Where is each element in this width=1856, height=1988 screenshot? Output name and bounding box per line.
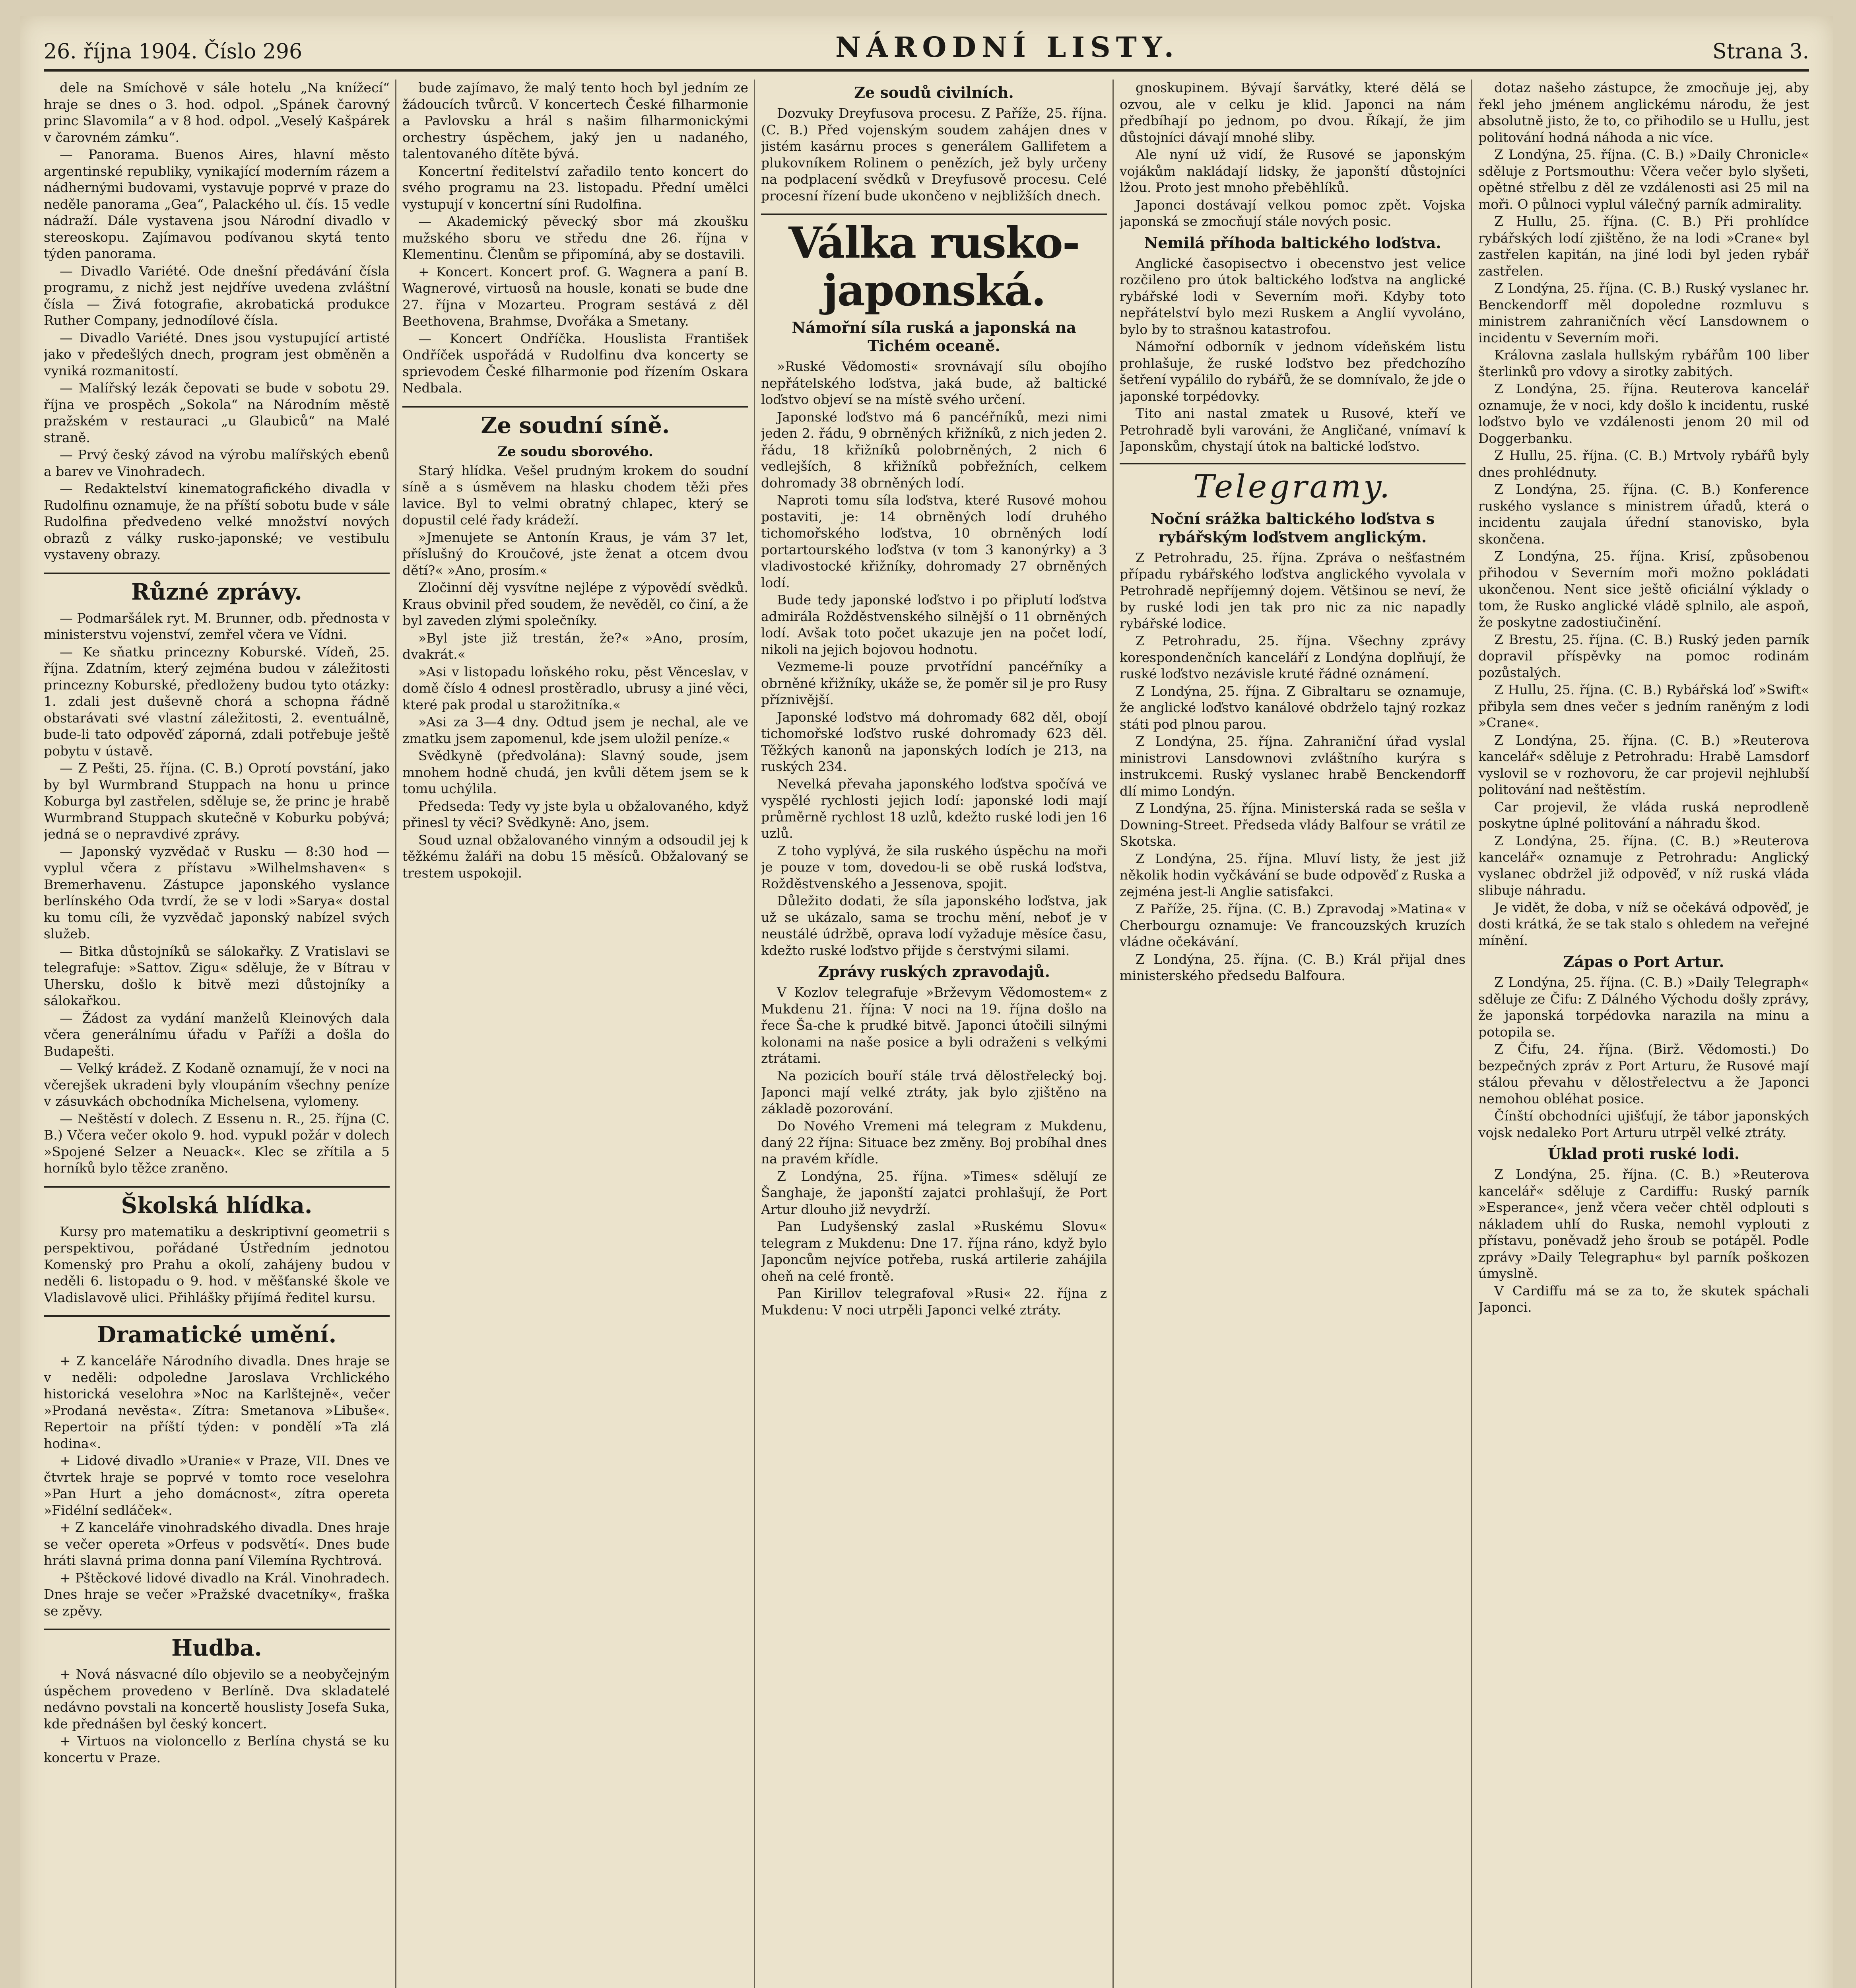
paragraph: — Malířský lezák čepovati se bude v sobotu 29. října ve prospěch „Sokola“ na Národním městě pražském v restauraci „u Glaubiců“ na Malé straně. <box>44 380 390 445</box>
telegram-item: Z Londýna, 25. října. (C. B.) »Daily Chronicle« sděluje z Portsmouthu: Včera večer bylo slyšeti, opětné střelbu z děl ze vzdálenosti asi 25 mil na moři. O půlnoci vyplul válečný parník admirality. <box>1478 147 1809 212</box>
court-paragraph: »Jmenujete se Antonín Kraus, je vám 37 let, příslušný do Kroučové, jste ženat a otcem dvou dětí?« »Ano, prosím.« <box>402 529 748 578</box>
paragraph: Naproti tomu síla loďstva, které Rusové mohou postaviti, je: 14 obrněných lodí druhého tichomořského loďstva, 10 obrněných lodí portartourského loďstva (v tom 3 kanonýrky) a 3 vladivostocké křižníky, dohromady 27 obrněných lodí. <box>761 492 1107 590</box>
telegram-item: Z Petrohradu, 25. října. Zpráva o nešťastném případu rybářského loďstva anglického vyvolala v Petrohradě nepříjemný dojem. Většinou se neví, že by ruské lodi jen tak pro nic za nic napadly rybářské lodice. <box>1120 549 1466 631</box>
news-item: — Bitka důstojníků se sálokařky. Z Vratislavi se telegrafuje: »Sattov. Zigu« sděluje, že v Bítrau v Uhersku, došlo k bitvě mezi důstojníky a sálokařkou. <box>44 943 390 1008</box>
telegram-item: Z Londýna, 25. října. Z Gibraltaru se oznamuje, že anglické loďstvo kanálové obdrželo tajný rozkaz státi pod plnou parou. <box>1120 683 1466 732</box>
telegram-item: Z Londýna, 25. října. Zahraniční úřad vyslal ministrovi Lansdownovi zvláštního kurýra s instrukcemi. Ruský vyslanec hrabě Benckendorff dlí mimo Londýn. <box>1120 734 1466 799</box>
paragraph: V Kozlov telegrafuje »Brževym Vědomostem« z Mukdenu 21. října: V noci na 19. října došlo na řece Ša-che k prudké bitvě. Japonci útočili silnými kolonami na naše posice a byli odraženi s velkými ztrátami. <box>761 984 1107 1066</box>
paragraph: Japonské loďstvo má dohromady 682 děl, obojí tichomořské loďstvo ruské dohromady 623 děl. Těžkých kanonů na japonských lodích je 213, na ruských 234. <box>761 709 1107 774</box>
news-item: — Žádost za vydání manželů Kleinových dala včera generálnímu úřadu v Paříži a došla do Budapešti. <box>44 1010 390 1059</box>
court-paragraph: Svědkyně (předvolána): Slavný soude, jsem mnohem hodně chudá, jen kvůli dětem jsem se k tomu uchýlila. <box>402 748 748 796</box>
paragraph: Námořní odborník v jednom vídeňském listu prohlašuje, že ruské loďstvo bez předchozího šetření vypálilo do rybářů, že se domnívalo, že jde o japonské torpédovky. <box>1120 339 1466 404</box>
telegram-item: dotaz našeho zástupce, že zmocňuje jej, aby řekl jeho jménem anglickému národu, že jest absolutně jisto, že to, co přihodilo se u Hullu, jest politování hodná náhoda a nic více. <box>1478 80 1809 145</box>
subheading-sboru: Ze soudu sborového. <box>497 443 653 460</box>
news-item: + Z kanceláře vinohradského divadla. Dnes hraje se večer opereta »Orfeus v podsvětí«. Dnes bude hráti slavná prima donna paní Vilemína Rychtrová. <box>44 1520 390 1568</box>
news-item: — Z Pešti, 25. října. (C. B.) Oprotí povstání, jako by byl Wurmbrand Stuppach na honu u prince Koburga byl zastřelen, sděluje se, že princ je hrabě Wurmbrand Stuppach skutečně v Koburku pobývá; jedná se o nepravdivé zprávy. <box>44 760 390 842</box>
court-paragraph: »Asi v listopadu loňského roku, pěst Věnceslav, v domě číslo 4 odnesl prostěradlo, ubrusy a jiné věci, které pak prodal u starožitníka.« <box>402 664 748 712</box>
court-paragraph: »Asi za 3—4 dny. Odtud jsem je nechal, ale ve zmatku jsem zapomenul, kde jsem uložil peníze.« <box>402 714 748 746</box>
telegram-item: Z Londýna, 25. října. (C. B.) »Reuterova kancelář« sděluje z Petrohradu: Hrabě Lamsdorf vyslovil se v rozhovoru, že car projevil nejhlubší politování nad neštěstím. <box>1478 732 1809 797</box>
paragraph: gnoskupinem. Bývají šarvátky, které dělá se ozvou, ale v celku je klid. Japonci na nám předbíhají po jednom, po dvou. Říkají, že jim důstojníci dávají mnohé sliby. <box>1120 80 1466 145</box>
paragraph: — Redaktelství kinematografického divadla v Rudolfinu oznamuje, že na příští sobotu bude v sále Rudolfina předvedeno velké množství nových obrazů z války rusko-japonské; ve vestibulu vystaveny obrazy. <box>44 481 390 562</box>
column-1 <box>44 80 390 1988</box>
paragraph: Koncertní ředitelství zařadilo tento koncert do svého programu na 23. listopadu. Přední umělci vystupují v koncertní síni Rudolfina. <box>402 163 748 212</box>
telegram-item: Královna zaslala hullským rybářům 100 liber šterlinků pro vdovy a sirotky zabitých. <box>1478 347 1809 379</box>
newspaper-page <box>20 16 1833 1988</box>
running-head <box>44 24 1809 72</box>
masthead: NÁRODNÍ LISTY. <box>835 31 1180 64</box>
news-item: Dozvuky Dreyfusova procesu. Z Paříže, 25. října. (C. B.) Před vojenským soudem zahájen dnes v jistém kasárnu proces s generálem Gallifetem a plukovníkem Rolinem o penězích, jež byly určeny na podplacení svědků v Dreyfusově procesu. Celé procesní řízení bude ukončeno v nejbližších dnech. <box>761 105 1107 204</box>
telegram-item: Z Londýna, 25. října. Ministerská rada se sešla v Downing-Street. Předseda vlády Balfour se vrátil ze Skotska. <box>1120 800 1466 849</box>
paragraph: Na pozicích bouří stále trvá dělostřelecký boj. Japonci mají velké ztráty, jak bylo zjištěno na základě pozorování. <box>761 1068 1107 1116</box>
telegram-item: Z Petrohradu, 25. října. Všechny zprávy korespondenčních kanceláří z Londýna doplňují, že ruské loďstvo nezávisle kruté řádné oznámení. <box>1120 633 1466 681</box>
paragraph: Japonské loďstvo má 6 pancéřníků, mezi nimi jeden 2. řádu, 9 obrněných křižníků, z nich jeden 2. řádu, 18 křižníků polobrněných, 2 nich 6 vedlejších, 8 křižníků pobřežních, celkem dohromady 38 obrněných lodí. <box>761 409 1107 491</box>
paragraph: — Akademický pěvecký sbor má zkoušku mužského sboru ve středu dne 26. října v Klementinu. Členům se připomíná, aby se dostavili. <box>402 214 748 262</box>
paragraph: — Koncert Ondříčka. Houslista František Ondříček uspořádá v Rudolfinu dva koncerty se sprievodem České filharmonie pod řízením Oskara Nedbala. <box>402 330 748 396</box>
telegram-item: Z Londýna, 25. října. (C. B.) Konference ruského vyslance s ministrem úřadů, která o incidentu zaujala úřední stanovisko, byla skončena. <box>1478 481 1809 547</box>
court-paragraph: Předseda: Tedy vy jste byla u obžalovaného, když přinesl ty věci? Svědkyně: Ano, jsem. <box>402 798 748 830</box>
paragraph: Z toho vyplývá, že sila ruského úspěchu na moři je pouze v tom, dovedou-li se obě ruská loďstva, Rožděstvenského a Jessenova, spojit. <box>761 843 1107 891</box>
telegram-item: Z Hullu, 25. října. (C. B.) Při prohlídce rybářských lodí zjištěno, že na lodi »Crane« byl zastřelen kapitán, na jiné lodi byl jeden rybář zastřelen. <box>1478 214 1809 279</box>
section-heading-valka: Válka rusko-japonská. <box>761 214 1107 315</box>
paragraph: — Divadlo Variété. Ode dnešní předávání čísla programu, z nichž jest nejdříve uvedena zvláštní čísla — Živá fotografie, akrobatická produkce Ruther Company, jednodílové čísla. <box>44 263 390 328</box>
telegram-item: Z Hullu, 25. října. (C. B.) Mrtvoly rybářů byly dnes prohlédnuty. <box>1478 448 1809 480</box>
section-heading-ruzne: Různé zprávy. <box>44 573 390 606</box>
court-paragraph: Starý hlídka. Vešel prudným krokem do soudní síně a s úsměvem na hlasku chodem těži přes lavice. Byl to velmi obratný chlapec, který se dopustil celé řady krádeží. <box>402 462 748 528</box>
paragraph: Bude tedy japonské loďstvo i po připlutí loďstva admirála Rožděstvenského silnější o 11 obrněných lodí. Avšak toto počet ukazuje jen na počet lodí, nikoli na jejich bojovou hodnotu. <box>761 592 1107 657</box>
news-item: + Nová násvacné dílo objevilo se a neobyčejným úspěchem provedeno v Berlíně. Dva skladatelé nedávno povstali na koncertě houslisty Josefa Suka, kde přednášen byl český koncert. <box>44 1666 390 1732</box>
subheading-uklad: Úklad proti ruské lodi. <box>1547 1145 1740 1163</box>
news-item: + Pštěckové lidové divadlo na Král. Vinohradech. Dnes hraje se večer »Pražské dvacetníky«, fraška se zpěvy. <box>44 1570 390 1619</box>
paragraph: Pan Kirillov telegrafoval »Rusi« 22. října z Mukdenu: V noci utrpěli Japonci velké ztráty. <box>761 1285 1107 1318</box>
section-heading-telegramy: Telegramy. <box>1120 463 1466 506</box>
news-item: — Ke sňatku princezny Koburské. Vídeň, 25. října. Zdatním, který zejména budou v záležitosti princezny Koburské, předloženy budou tyto otázky: 1. zdali jest duševně chorá a schopna řádně obstarávati své vlastní záležitosti, 2. eventuálně, bude-li tato odpověď záporná, zdali potřebuje ještě pobytu v ústavě. <box>44 644 390 759</box>
paragraph: Vezmeme-li pouze prvotřídní pancéřníky a obrněné křižníky, ukáže se, že poměr sil je pro Rusy příznivější. <box>761 659 1107 707</box>
paragraph: bude zajímavo, že malý tento hoch byl jedním ze žádoucích tvůrců. V koncertech České filharmonie a Pavlovsku a hrál s našim filharmonickými orchestry úspěchem, jaký jen u nadaného, talentovaného dítěte bývá. <box>402 80 748 161</box>
telegram-item: V Cardiffu má se za to, že skutek spáchali Japonci. <box>1478 1283 1809 1315</box>
telegram-item: Z Londýna, 25. října. Reuterova kancelář oznamuje, že v noci, kdy došlo k incidentu, ruské loďstvo bylo ve vzdálenosti jenom 20 mil od Doggerbanku. <box>1478 381 1809 446</box>
column-3 <box>761 80 1107 1988</box>
paragraph: »Ruské Vědomosti« srovnávají sílu obojího nepřátelského loďstva, jaká bude, až baltické loďstvo objeví se na místě svého určení. <box>761 359 1107 407</box>
subheading-zapas: Zápas o Port Artur. <box>1563 953 1724 971</box>
paragraph: Japonci dostávají velkou pomoc zpět. Vojska japonská se zmocňují stále nových posic. <box>1120 197 1466 229</box>
telegram-item: Z Londýna, 25. října. Krisí, způsobenou přihodou v Severním moři možno pokládati ukončenou. Nent sice ještě oficiální výklady o tom, že Rusko anglické vládě splnilo, ale aspoň, že poskytne zadostiučinění. <box>1478 548 1809 630</box>
section-heading-dramaticke: Dramatické umění. <box>44 1315 390 1349</box>
subheading-zpravy: Zprávy ruských zpravodajů. <box>818 963 1050 980</box>
paragraph: — Prvý český závod na výrobu malířských ebenů a barev ve Vinohradech. <box>44 447 390 479</box>
paragraph: Z Londýna, 25. října. »Times« sdělují ze Šanghaje, že japonští zajatci prohlašují, že Port Artur dlouho již nevydrží. <box>761 1168 1107 1217</box>
page-number: Strana 3. <box>1712 40 1809 64</box>
news-item: — Japonský vyzvědač v Rusku — 8:30 hod — vyplul včera z přístavu »Wilhelmshaven« s Bremerhavenu. Zástupce japonského vyslance berlínského Oda tvrdí, že se v lodi »Sarya« dostal ku tomu cíli, že vyzvědač japonský nabízel svých služeb. <box>44 843 390 942</box>
paragraph: Pan Ludyšenský zaslal »Ruskému Slovu« telegram z Mukdenu: Dne 17. října ráno, když bylo Japoncům nejvíce potřeba, ruská artilerie zahájila oheň na celé frontě. <box>761 1219 1107 1284</box>
telegram-item: Z Čifu, 24. října. (Birž. Vědomosti.) Do bezpečných zpráv z Port Arturu, že Rusové mají stálou převahu v dělostřelectvu a že Japonci nemohou obléhat posice. <box>1478 1041 1809 1107</box>
paragraph: Nevelká převaha japonského loďstva spočívá ve vyspělé rychlosti jejich lodí: japonské lodi mají průměrně rychlost 18 uzlů, kdežto ruské lodi jen 16 uzlů. <box>761 776 1107 841</box>
telegram-item: Z Paříže, 25. října. (C. B.) Zpravodaj »Matina« v Cherbourgu oznamuje: Ve francouzských kruzích vládne očekávání. <box>1120 901 1466 949</box>
telegram-item: Car projevil, že vláda ruská neprodleně poskytne úplné politování a náhradu škod. <box>1478 799 1809 831</box>
paragraph: — Divadlo Variété. Dnes jsou vystupující artisté jako v předešlých dnech, program jest obměněn a vyniká rozmanitostí. <box>44 330 390 379</box>
column-5 <box>1478 80 1809 1988</box>
paragraph: Ale nyní už vidí, že Rusové se japonským vojákům nakládají lidsky, že japonští důstojníci lžou. Proto jest mnoho přeběhlíků. <box>1120 147 1466 195</box>
telegram-item: Z Londýna, 25. října. (C. B.) Král přijal dnes ministerského předsedu Balfoura. <box>1120 951 1466 983</box>
column-4 <box>1120 80 1466 1988</box>
news-item: — Podmaršálek ryt. M. Brunner, odb. přednosta v ministerstvu vojenství, zemřel včera ve Vídni. <box>44 610 390 642</box>
paragraph: Anglické časopisectvo i obecenstvo jest velice rozčileno pro útok baltického loďstva na anglické rybářské lodi v Severním moři. Kdyby toto nepřátelství bylo mezi Ruskem a Anglií vyvoláno, bylo by to strašnou katastrofou. <box>1120 255 1466 337</box>
telegram-item: Z Londýna, 25. října. (C. B.) »Reuterova kancelář« oznamuje z Petrohradu: Anglický vyslanec obdržel již odpověď, v níž ruská vláda slibuje náhradu. <box>1478 833 1809 898</box>
telegram-item: Z Londýna, 25. října. (C. B.) »Reuterova kancelář« sděluje z Cardiffu: Ruský parník »Esperance«, jenž včera večer chtěl odplouti s nákladem uhlí do Ruska, nemohl vyplouti z přístavu, poněvadž jeho šroub se potápěl. Podle zprávy »Daily Telegraphu« byl parník poškozen úmyslně. <box>1478 1167 1809 1281</box>
telegram-item: Z Londýna, 25. října. Mluví listy, že jest již několik hodin vyčkávání se bude odpověď z Ruska a zejména jest-li Anglie satisfakci. <box>1120 850 1466 899</box>
columns <box>44 80 1809 1988</box>
paragraph: Do Nového Vremeni má telegram z Mukdenu, daný 22 října: Situace bez změny. Boj probíhal dnes na pravém křídle. <box>761 1118 1107 1167</box>
telegram-item: Z Brestu, 25. října. (C. B.) Ruský jeden parník dopravil příspěvky na pomoc rodinám pozůstalých. <box>1478 631 1809 680</box>
news-item: + Virtuos na violoncello z Berlína chystá se ku koncertu v Praze. <box>44 1733 390 1765</box>
subheading-sila: Námořní síla ruská a japonská na Tichém oceaně. <box>792 318 1076 355</box>
column-rule <box>395 80 396 1988</box>
section-heading-soudni: Ze soudní síně. <box>402 406 748 439</box>
telegram-item: Z Londýna, 25. října. (C. B.) Ruský vyslanec hr. Benckendorff měl dopoledne rozmluvu s ministrem zahraničních věcí Lansdownem o incidentu v Severním moři. <box>1478 280 1809 346</box>
news-item: — Velký krádež. Z Kodaně oznamují, že v noci na včerejšek ukradeni byly vloupáním všechny peníze v zásuvkách obchodníka Michelsena, vylomeny. <box>44 1060 390 1109</box>
paragraph: + Koncert. Koncert prof. G. Wagnera a paní B. Wagnerové, virtuosů na housle, konati se bude dne 27. října v Mozarteu. Program sestává z děl Beethovena, Brahmse, Dvořáka a Smetany. <box>402 264 748 329</box>
paragraph: — Panorama. Buenos Aires, hlavní město argentinské republiky, vynikající moderním rázem a nádhernými budovami, vystavuje poprvé v praze do neděle panorama „Gea“, Palackého ul. čís. 15 vedle nádraží. Dále vystavena jsou Národní divadlo v stereoskopu. Zajímavou podívanou skytá tento týden panorama. <box>44 147 390 261</box>
subheading-nemila: Nemilá příhoda baltického loďstva. <box>1144 233 1441 252</box>
column-2 <box>402 80 748 1988</box>
telegram-item: Z Hullu, 25. října. (C. B.) Rybářská loď »Swift« přibyla sem dnes večer s jedním raněným z lodi »Crane«. <box>1478 682 1809 730</box>
paragraph: Důležito dodati, že síla japonského loďstva, jak už se ukázalo, sama se trochu mění, neboť je v neustálé údržbě, oprava lodí vyžaduje měsíce času, kdežto ruské loďstvo přijde s čerstvými silami. <box>761 893 1107 958</box>
court-paragraph: Zločinní děj vysvítne nejlépe z výpovědí svědků. Kraus obvinil před soudem, že nevěděl, co činí, a že byl zaveden zlými společníky. <box>402 580 748 628</box>
section-heading-hudba: Hudba. <box>44 1629 390 1662</box>
column-rule <box>1471 80 1472 1988</box>
court-paragraph: »Byl jste již trestán, že?« »Ano, prosím, dvakrát.« <box>402 630 748 662</box>
news-item: + Lidové divadlo »Uranie« v Praze, VII. Dnes ve čtvrtek hraje se poprvé v tomto roce veselohra »Pan Hurt a jeho domácnost«, zítra opereta »Fidélní sedláček«. <box>44 1453 390 1518</box>
section-heading-skolska: Školská hlídka. <box>44 1186 390 1219</box>
paragraph: dele na Smíchově v sále hotelu „Na knížecí“ hraje se dnes o 3. hod. odpol. „Spánek čarovný princ Slavomila“ a v 8 hod. odpol. „Veselý Kašpárek v čarovném zámku“. <box>44 80 390 145</box>
issue-date-number: 26. října 1904. Číslo 296 <box>44 40 303 64</box>
paragraph: Tito ani nastal zmatek u Rusové, kteří ve Petrohradě byli varováni, že Angličané, vnímaví k Japonskům, chystají útok na baltické loďstvo. <box>1120 406 1466 454</box>
column-rule <box>754 80 755 1988</box>
telegram-item: Z Londýna, 25. října. (C. B.) »Daily Telegraph« sděluje ze Čifu: Z Dálného Východu došly zprávy, že japonská torpédovka narazila na minu a potopila se. <box>1478 975 1809 1040</box>
news-item: Kursy pro matematiku a deskriptivní geometrii s perspektivou, pořádané Ústředním jednotou Komenský pro Prahu a okolí, zahájeny budou v neděli 6. listopadu o 9. hod. v měšťanské škole ve Vladislavově ulici. Přihlášky přijímá ředitel kursu. <box>44 1223 390 1305</box>
telegram-item: Je vidět, že doba, v níž se očekává odpověď, je dosti krátká, že se tak stalo s ohledem na veřejné mínění. <box>1478 899 1809 948</box>
subheading-srazka: Noční srážka baltického loďstva s rybářským loďstvem anglickým. <box>1150 509 1435 546</box>
news-item: + Z kanceláře Národního divadla. Dnes hraje se v neděli: odpoledne Jaroslava Vrchlického historická veselohra »Noc na Karlštejně«, večer »Prodaná nevěsta«. Zítra: Smetanova »Libuše«. Repertoir na příští týden: v pondělí »Ta zlá hodina«. <box>44 1353 390 1451</box>
news-item: — Neštěstí v dolech. Z Essenu n. R., 25. října (C. B.) Včera večer okolo 9. hod. vypukl požár v dolech »Spojené Selzer a Neuack«. Klec se zřítila a 5 horníků bylo těžce zraněno. <box>44 1110 390 1176</box>
section-heading-civil: Ze soudů civilních. <box>854 83 1014 101</box>
court-paragraph: Soud uznal obžalovaného vinným a odsoudil jej k těžkému žaláři na dobu 15 měsíců. Obžalovaný se trestem uspokojil. <box>402 832 748 881</box>
column-rule <box>1112 80 1114 1988</box>
telegram-item: Čínští obchodníci ujišťují, že tábor japonských vojsk nedaleko Port Arturu utrpěl velké ztráty. <box>1478 1108 1809 1140</box>
